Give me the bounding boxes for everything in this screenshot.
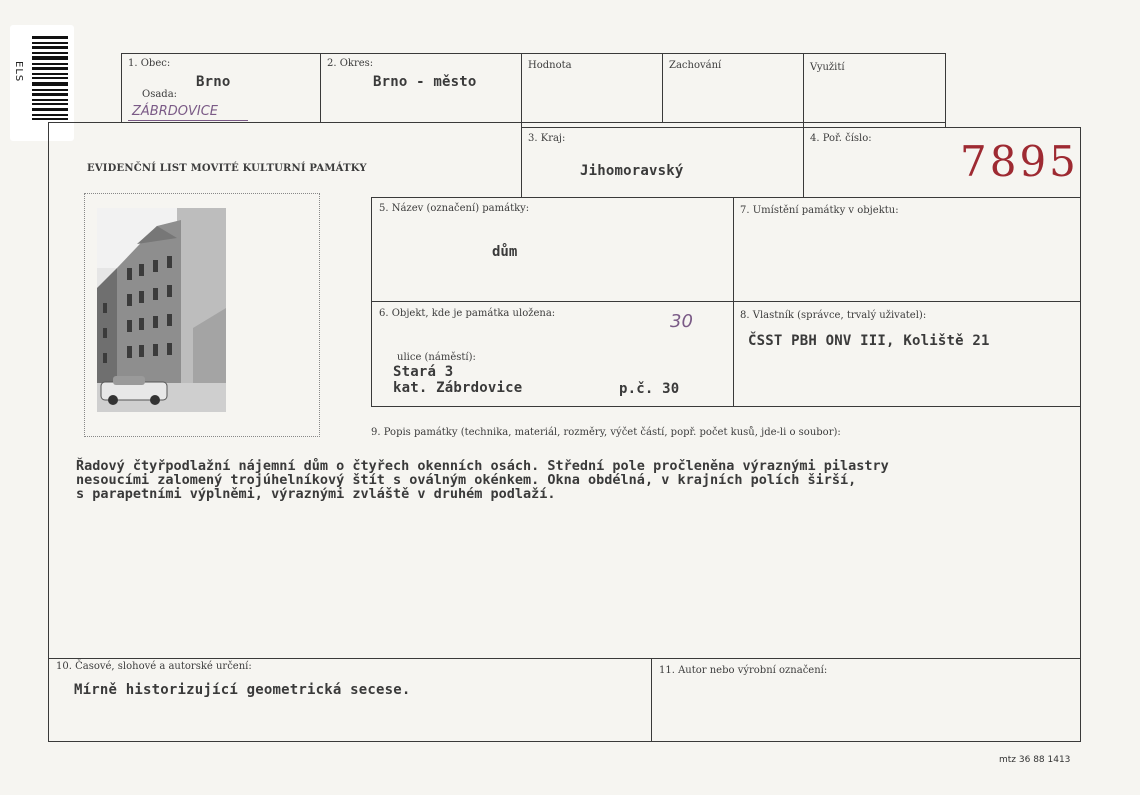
okres-label: 2. Okres:	[327, 58, 374, 69]
vlastnik-label: 8. Vlastník (správce, trvalý uživatel):	[740, 310, 927, 321]
zachovani-label: Zachování	[669, 60, 722, 71]
popis-line: nesoucími zalomený trojúhelníkový štít s oválným okénkem. Okna obdélná, v krajních polích širší,	[76, 472, 857, 488]
popis-text	[76, 459, 889, 501]
registration-number: 7895	[960, 137, 1079, 186]
autor-label: 11. Autor nebo výrobní označení:	[659, 665, 828, 676]
urceni-value: Mírně historizující geometrická secese.	[74, 682, 411, 698]
urceni-label: 10. Časové, slohové a autorské určení:	[56, 661, 252, 672]
objekt-label: 6. Objekt, kde je památka uložena:	[379, 308, 556, 319]
nazev-value: dům	[492, 244, 518, 260]
footer-code: mtz 36 88 1413	[999, 755, 1071, 765]
objekt-hand-number: 30	[670, 311, 693, 332]
popis-line: s parapetními výplněmi, výraznými zvláště v druhém podlaží.	[76, 486, 556, 502]
por-cislo-label: 4. Poř. číslo:	[810, 133, 872, 144]
kraj-label: 3. Kraj:	[528, 133, 566, 144]
popis-line: Řadový čtyřpodlažní nájemní dům o čtyřech okenních osách. Střední pole pročleněna výraznými pilastry	[76, 458, 889, 474]
parcel-number: p.č. 30	[619, 381, 680, 397]
obec-label: 1. Obec:	[128, 58, 171, 69]
osada-label: Osada:	[142, 89, 178, 100]
hodnota-label: Hodnota	[528, 60, 572, 71]
vyuziti-label: Využití	[810, 62, 845, 73]
vlastnik-value: ČSST PBH ONV III, Koliště 21	[748, 333, 990, 349]
osada-value: ZÁBRDOVICE	[132, 104, 219, 119]
nazev-label: 5. Název (označení) památky:	[379, 203, 530, 214]
obec-value: Brno	[196, 74, 231, 90]
form-title: EVIDENČNÍ LIST MOVITÉ KULTURNÍ PAMÁTKY	[87, 163, 367, 174]
kat-value: kat. Zábrdovice	[393, 380, 523, 396]
ulice-value: Stará 3	[393, 364, 454, 380]
kraj-value: Jihomoravský	[580, 163, 684, 179]
ulice-label: ulice (náměstí):	[397, 352, 476, 363]
popis-label: 9. Popis památky (technika, materiál, rozměry, výčet částí, popř. počet kusů, jde-li o soubor):	[371, 427, 841, 438]
umisteni-label: 7. Umístění památky v objektu:	[740, 205, 899, 216]
building-photo	[97, 208, 226, 412]
okres-value: Brno - město	[373, 74, 477, 90]
barcode-code: ELS	[13, 61, 24, 83]
